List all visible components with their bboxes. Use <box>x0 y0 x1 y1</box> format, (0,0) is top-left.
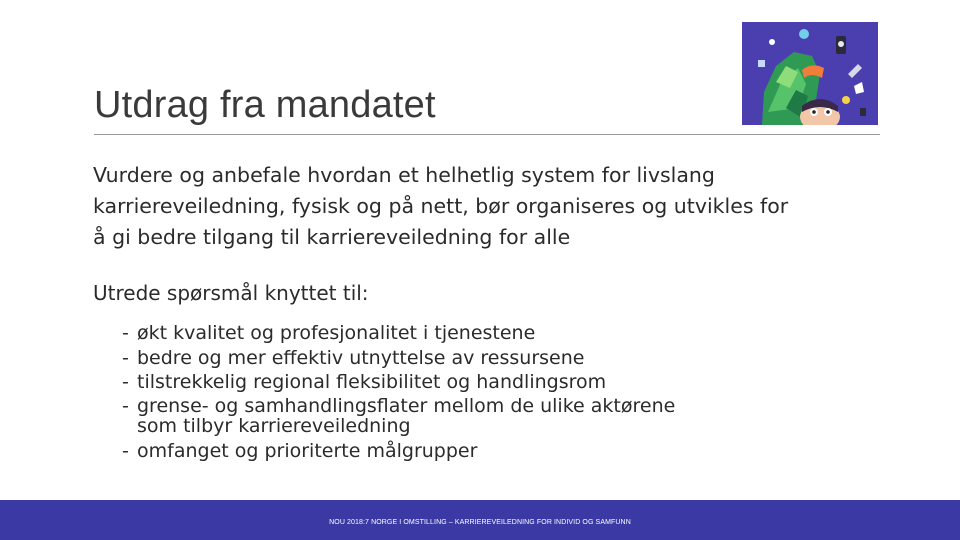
list-item-text: grense- og samhandlingsflater mellom de ulike aktørene som tilbyr karriereveiledning <box>137 394 676 437</box>
list-item <box>122 371 762 393</box>
cover-illustration-graphic <box>742 22 878 125</box>
bullet-dash: - <box>122 322 129 344</box>
mandate-intro: Vurdere og anbefale hvordan et helhetlig system for livslang karriereveiledning, fysisk og på nett, bør organiseres og utvikles for å gi bedre tilgang til karriereveiledning for alle <box>93 163 789 249</box>
topic-list <box>122 322 762 464</box>
subheading: Utrede spørsmål knyttet til: <box>93 281 369 305</box>
list-item-text: omfanget og prioriterte målgrupper <box>137 439 478 462</box>
list-item <box>122 322 762 344</box>
list-item-text: tilstrekkelig regional fleksibilitet og handlingsrom <box>137 371 607 393</box>
cover-illustration <box>742 22 878 125</box>
list-item-text: økt kvalitet og profesjonalitet i tjenestene <box>137 322 536 344</box>
list-item-text: bedre og mer effektiv utnyttelse av ressursene <box>137 346 585 369</box>
bullet-dash: - <box>122 439 129 462</box>
list-item <box>122 347 762 369</box>
bullet-dash: - <box>122 346 129 369</box>
slide-title: Utdrag fra mandatet <box>94 84 436 126</box>
title-divider <box>94 134 880 135</box>
list-item <box>122 396 762 436</box>
footer-caption: NOU 2018:7 NORGE I OMSTILLING – KARRIEREVEILEDNING FOR INDIVID OG SAMFUNN <box>329 519 631 526</box>
list-item <box>122 440 762 462</box>
bullet-dash: - <box>122 394 129 417</box>
bullet-dash: - <box>122 371 129 393</box>
